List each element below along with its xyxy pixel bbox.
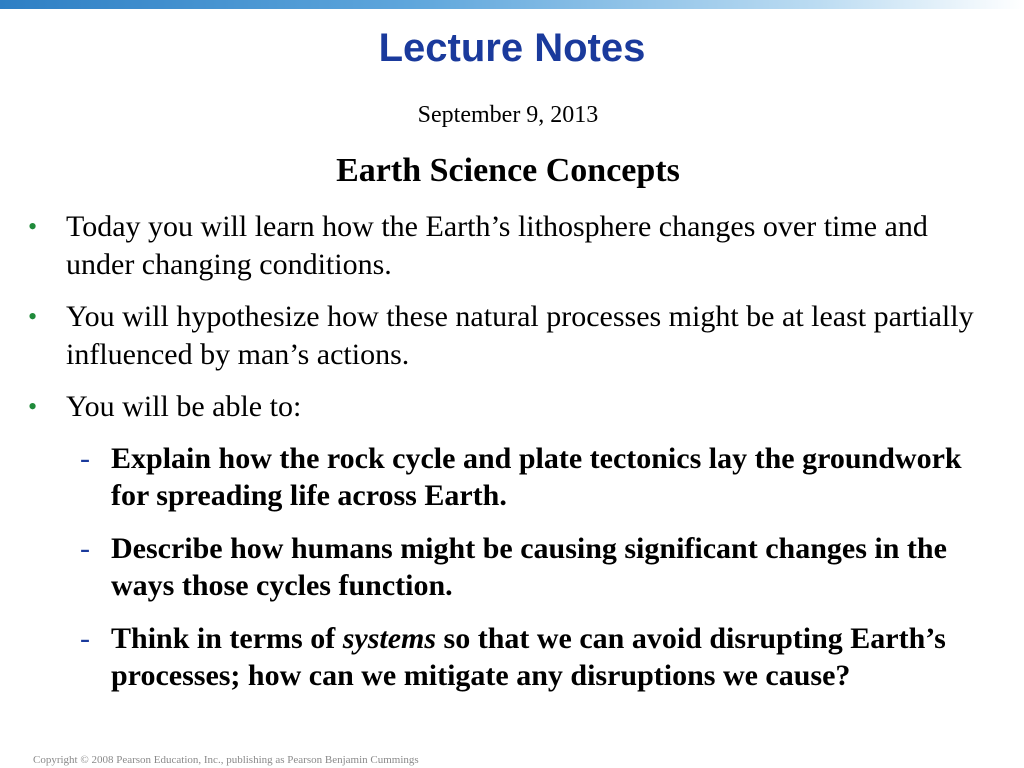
slide-title: Lecture Notes [378,26,646,70]
subitem [0,620,1024,694]
top-accent-bar [0,0,1024,9]
copyright-footer: Copyright © 2008 Pearson Education, Inc., publishing as Pearson Benjamin Cummings [33,754,419,766]
dash-icon: - [80,442,90,475]
dash-icon: - [80,622,90,655]
bullet-item [0,388,1024,426]
subitem-text-end: so that we can avoid disrupting Earth’s processes; how can we mitigate any disruptions we cause? [111,622,946,692]
subitem-emphasis: systems [342,622,437,655]
slide-date: September 9, 2013 [417,102,599,128]
bullet-icon: • [28,302,38,331]
subitem-text: Describe how humans might be causing significant changes in the ways those cycles function. [111,532,947,602]
bullet-list [0,208,1024,710]
subitem-group [0,440,1024,694]
subitem-text: Explain how the rock cycle and plate tectonics lay the groundwork for spreading life across Earth. [111,442,962,512]
bullet-icon: • [28,392,38,421]
bullet-text: Today you will learn how the Earth’s lithosphere changes over time and under changing conditions. [66,210,928,281]
bullet-icon: • [28,212,38,241]
slide-heading: Earth Science Concepts [336,152,680,189]
subitem [0,440,1024,514]
bullet-item [0,298,1024,374]
subitem [0,530,1024,604]
subitem-text-start: Think in terms of [111,622,343,655]
bullet-text: You will hypothesize how these natural processes might be at least partially influenced by man’s actions. [66,300,974,371]
dash-icon: - [80,532,90,565]
bullet-text: You will be able to: [66,390,302,423]
bullet-item [0,208,1024,284]
subitem-list [0,440,1024,694]
